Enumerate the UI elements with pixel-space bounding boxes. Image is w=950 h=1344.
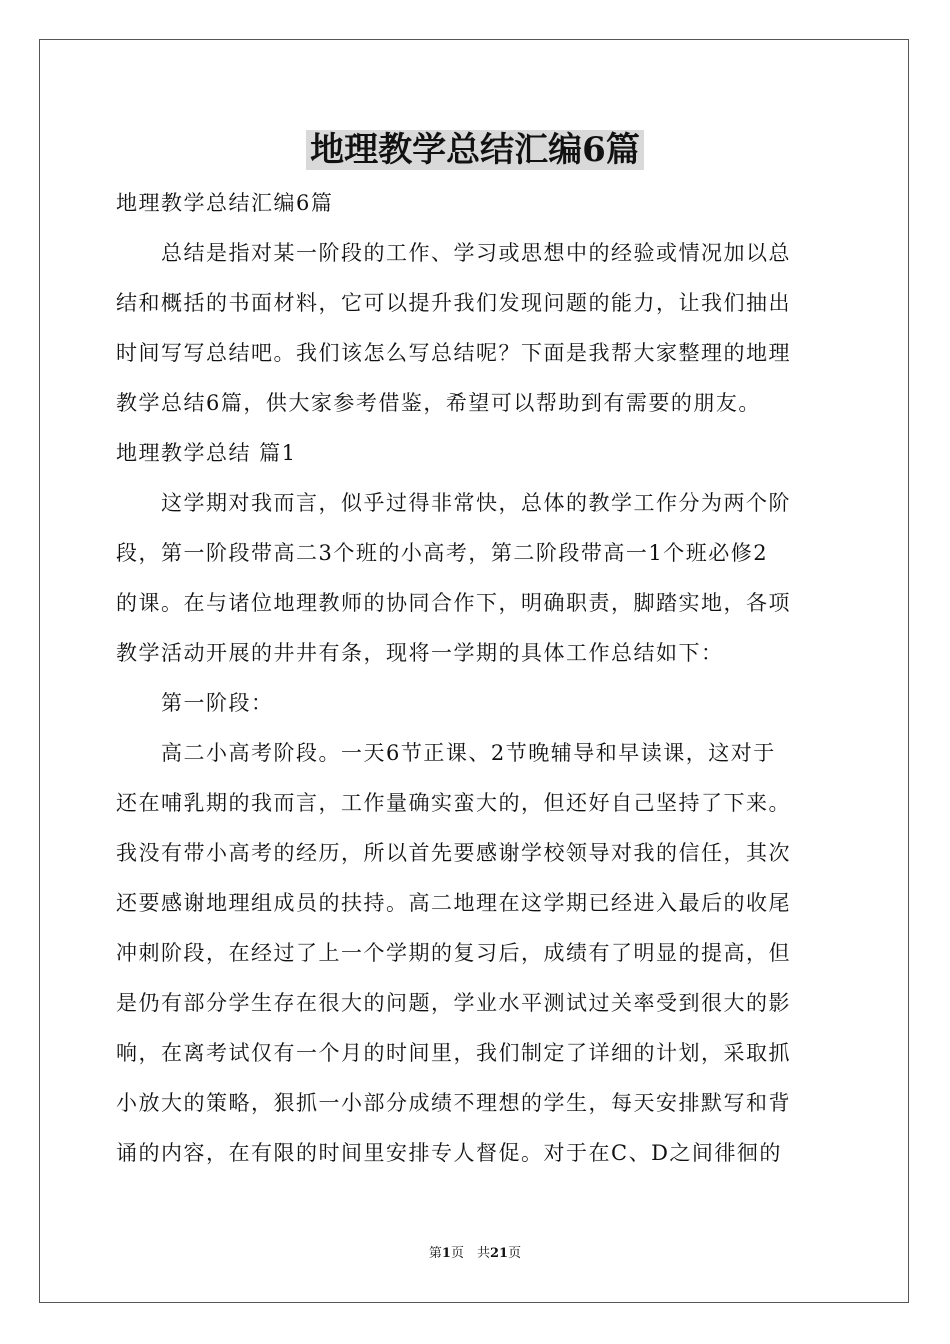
text-line: 响，在离考试仅有一个月的时间里，我们制定了详细的计划，采取抓 (116, 1041, 791, 1065)
page-number: 1 (441, 1246, 451, 1261)
page-prefix: 第 (428, 1246, 442, 1261)
page-mid: 页 共 (450, 1246, 490, 1261)
text-line: 教学总结6篇，供大家参考借鉴，希望可以帮助到有需要的朋友。 (116, 391, 761, 415)
text-line: 的课。在与诸位地理教师的协同合作下，明确职责，脚踏实地，各项 (116, 591, 791, 615)
text-line: 结和概括的书面材料，它可以提升我们发现问题的能力，让我们抽出 (116, 291, 791, 315)
text-line: 高二小高考阶段。一天6节正课、2节晚辅导和早读课，这对于 (116, 741, 776, 765)
page-footer (0, 1244, 950, 1264)
subtitle-line: 地理教学总结汇编6篇 (116, 191, 334, 215)
text-line: 总结是指对某一阶段的工作、学习或思想中的经验或情况加以总 (116, 241, 791, 265)
section-heading: 地理教学总结 篇1 (116, 441, 297, 465)
text-line: 教学活动开展的井井有条，现将一学期的具体工作总结如下： (116, 641, 724, 665)
document-body (116, 178, 840, 1178)
text-line: 还在哺乳期的我而言，工作量确实蛮大的，但还好自己坚持了下来。 (116, 791, 791, 815)
document-title-text: 地理教学总结汇编6篇 (306, 130, 644, 170)
text-line: 小放大的策略，狠抓一小部分成绩不理想的学生，每天安排默写和背 (116, 1091, 791, 1115)
text-line: 段，第一阶段带高二3个班的小高考，第二阶段带高一1个班必修2 (116, 541, 769, 565)
text-line: 冲刺阶段，在经过了上一个学期的复习后，成绩有了明显的提高，但 (116, 941, 791, 965)
text-line: 还要感谢地理组成员的扶持。高二地理在这学期已经进入最后的收尾 (116, 891, 791, 915)
text-line: 我没有带小高考的经历，所以首先要感谢学校领导对我的信任，其次 (116, 841, 791, 865)
document-title (0, 126, 950, 174)
text-line: 时间写写总结吧。我们该怎么写总结呢？下面是我帮大家整理的地理 (116, 341, 791, 365)
text-line: 是仍有部分学生存在很大的问题，学业水平测试过关率受到很大的影 (116, 991, 791, 1015)
text-line: 诵的内容，在有限的时间里安排专人督促。对于在C、D之间徘徊的 (116, 1141, 782, 1165)
page-suffix: 页 (508, 1246, 522, 1261)
page-total: 21 (489, 1246, 509, 1261)
text-line: 这学期对我而言，似乎过得非常快，总体的教学工作分为两个阶 (116, 491, 791, 515)
text-line: 第一阶段： (116, 691, 274, 715)
